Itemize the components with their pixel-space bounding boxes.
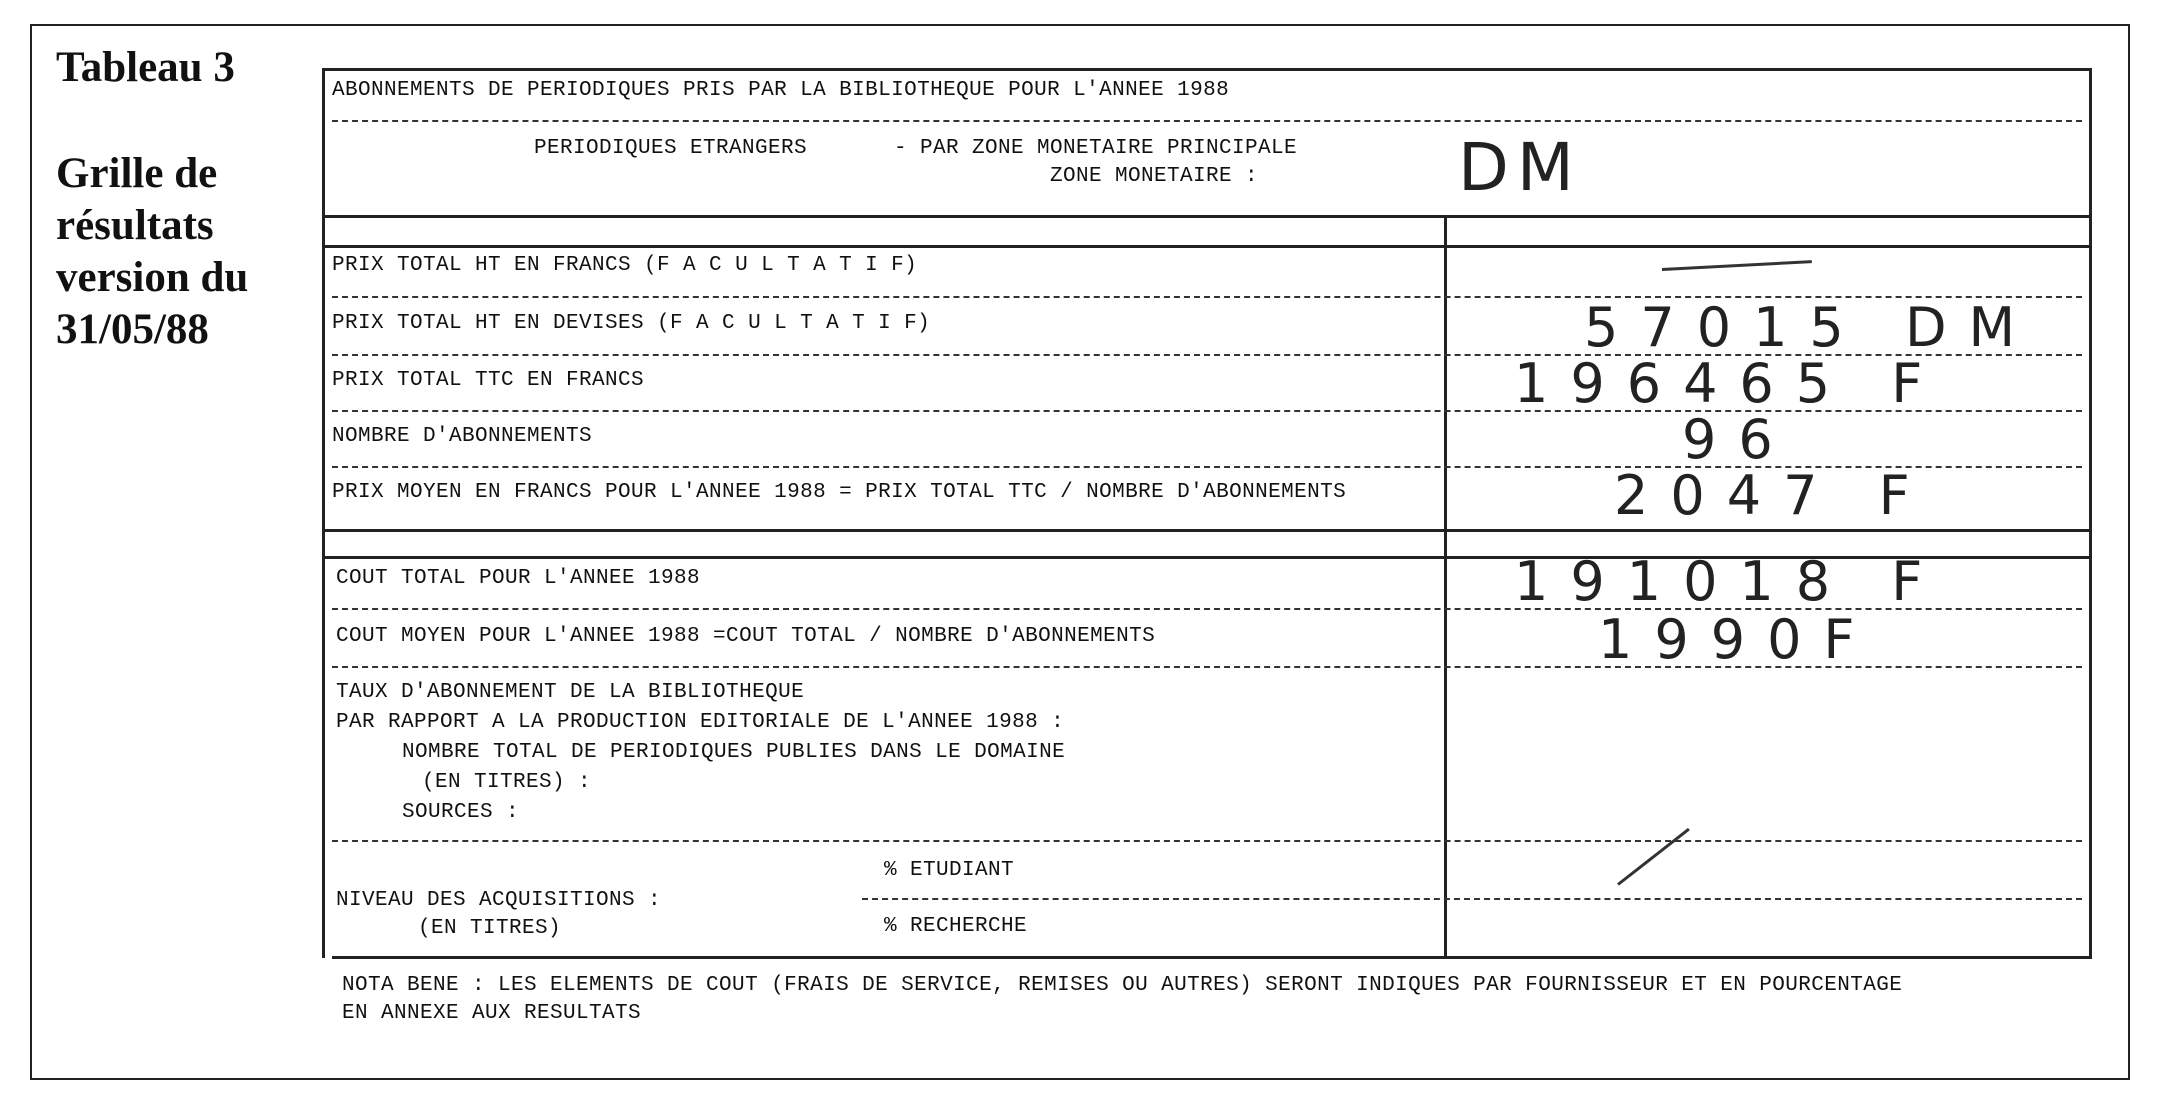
row-divider xyxy=(332,410,2082,412)
acquisitions-etudiant-label: % ETUDIANT xyxy=(884,859,1015,882)
nota-bene-line-1: NOTA BENE : LES ELEMENTS DE COUT (FRAIS DE SERVICE, REMISES OU AUTRES) SERONT INDIQUES PAR FOURNISSEUR ET EN POURCENTAGE xyxy=(342,974,1903,997)
row-cout-total-label: COUT TOTAL POUR L'ANNEE 1988 xyxy=(336,567,701,590)
zone-value-handwritten: DM xyxy=(1458,129,1582,206)
block1-top-line xyxy=(322,245,2092,248)
taux-line-3: NOMBRE TOTAL DE PERIODIQUES PUBLIES DANS LE DOMAINE xyxy=(402,741,1066,764)
taux-line-4: (EN TITRES) : xyxy=(422,771,592,794)
row-prix-ht-francs-dash-mark xyxy=(1662,260,1812,271)
row-cout-moyen-value: 1990F xyxy=(1598,608,1877,671)
acquisitions-label: NIVEAU DES ACQUISITIONS : xyxy=(336,889,662,912)
row-prix-moyen-value: 2047 F xyxy=(1614,464,1932,527)
results-grid xyxy=(322,68,2092,1025)
header-zone-principale: - PAR ZONE MONETAIRE PRINCIPALE xyxy=(894,137,1298,160)
taux-line-1: TAUX D'ABONNEMENT DE LA BIBLIOTHEQUE xyxy=(336,681,805,704)
row-divider-acquisitions xyxy=(862,898,2082,900)
row-nombre-abonnements-label: NOMBRE D'ABONNEMENTS xyxy=(332,425,593,448)
form-border-bottom xyxy=(332,956,2092,959)
table-number: Tableau 3 xyxy=(56,44,235,91)
row-prix-ht-devises-label: PRIX TOTAL HT EN DEVISES (F A C U L T A T I F) xyxy=(332,312,931,335)
row-prix-ht-francs-label: PRIX TOTAL HT EN FRANCS (F A C U L T A T I F) xyxy=(332,254,918,277)
form-border-right xyxy=(2089,68,2092,958)
row-prix-moyen-label: PRIX MOYEN EN FRANCS POUR L'ANNEE 1988 = PRIX TOTAL TTC / NOMBRE D'ABONNEMENTS xyxy=(332,481,1347,504)
nota-bene-line-2: EN ANNEXE AUX RESULTATS xyxy=(342,1002,642,1025)
header-divider xyxy=(332,120,2082,122)
row-cout-total-value: 191018 F xyxy=(1514,550,1945,613)
header-bottom-line xyxy=(322,215,2092,218)
row-divider xyxy=(332,840,2082,842)
block1-bottom-line xyxy=(322,529,2092,532)
form-border-top xyxy=(322,68,2092,71)
taux-line-5: SOURCES : xyxy=(402,801,520,824)
header-zone-label: ZONE MONETAIRE : xyxy=(1050,165,1259,188)
acquisitions-sublabel: (EN TITRES) xyxy=(418,917,562,940)
acquisitions-slash-mark xyxy=(1617,828,1690,886)
row-prix-ttc-label: PRIX TOTAL TTC EN FRANCS xyxy=(332,369,645,392)
row-nombre-abonnements-value: 96 xyxy=(1682,408,1795,471)
form-border-left xyxy=(322,68,325,958)
taux-line-2: PAR RAPPORT A LA PRODUCTION EDITORIALE DE L'ANNEE 1988 : xyxy=(336,711,1065,734)
table-caption: Grille de résultats version du 31/05/88 xyxy=(56,150,249,353)
row-prix-ttc-value: 196465 F xyxy=(1514,352,1945,415)
row-prix-ht-devises-value: 57015 DM xyxy=(1584,296,2038,359)
header-periodiques-etrangers: PERIODIQUES ETRANGERS xyxy=(534,137,808,160)
acquisitions-recherche-label: % RECHERCHE xyxy=(884,915,1028,938)
column-divider xyxy=(1444,215,1447,958)
row-divider xyxy=(332,666,2082,668)
row-cout-moyen-label: COUT MOYEN POUR L'ANNEE 1988 =COUT TOTAL / NOMBRE D'ABONNEMENTS xyxy=(336,625,1156,648)
header-title: ABONNEMENTS DE PERIODIQUES PRIS PAR LA BIBLIOTHEQUE POUR L'ANNEE 1988 xyxy=(332,79,1230,102)
